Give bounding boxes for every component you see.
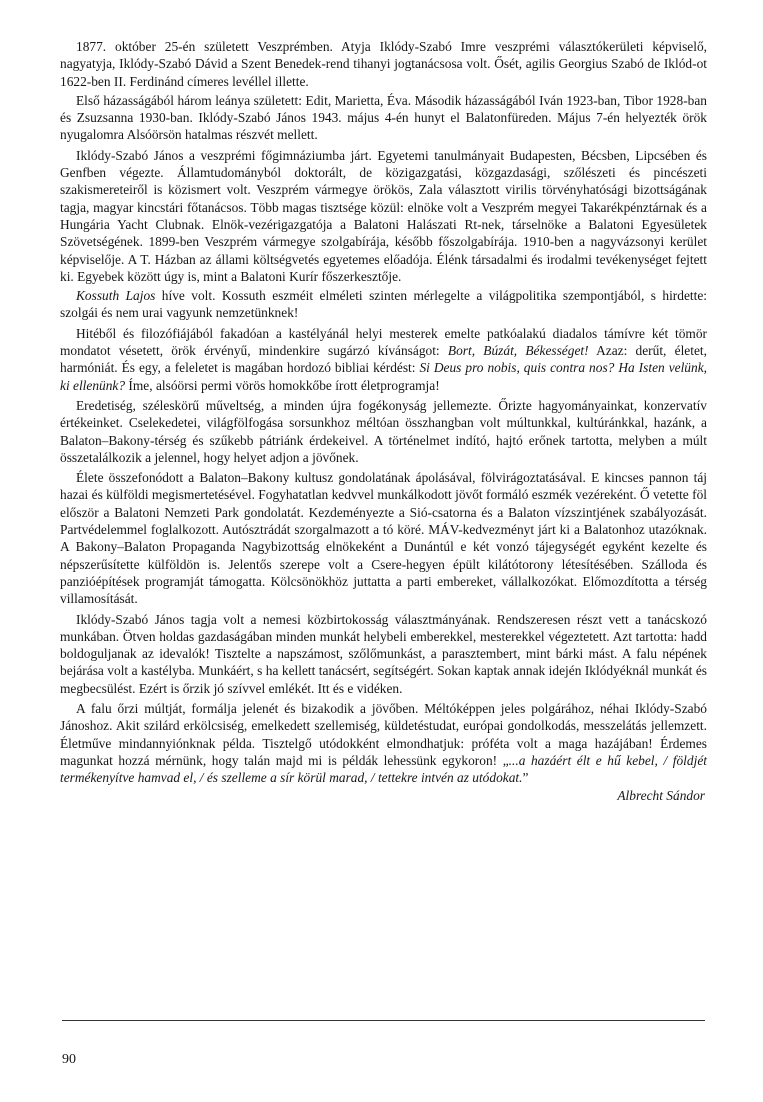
paragraph-character: Eredetiség, széleskörű műveltség, a minden újra fogékonyság jellemezte. Őrizte hagyományainkat, konzervatív értékeinket. Cselekedetei, világfölfogása sorsunkhoz méltóan összhangban volt múltunkkal, kultúránkkal, hazánk, a Balaton–Bakony-térség és szűkebb pátriánk érdekeivel. A történelmet indító, hajtó erőnek tartotta, melyben a múlt összetalálkozik a jelennel, hogy helyet adjon a jövőnek. <box>60 397 707 465</box>
paragraph-family: Első házasságából három leánya született: Edit, Marietta, Éva. Második házasságából Iván 1923-ban, Tibor 1928-ban és Zsuzsanna 1930-ban. Iklódy-Szabó János 1943. május 4-én hunyt el Balatonfüreden. Május 7-én helyezték örök nyugalomra Alsóörsön hatalmas részvét mellett. <box>60 92 707 143</box>
footer-rule <box>62 1020 705 1021</box>
paragraph-balaton: Élete összefonódott a Balaton–Bakony kultusz gondolatának ápolásával, fölvirágoztatásával. E kincses pannon táj hazai és külföldi megismertetésével. Fogyhatatlan kedvvel munkálkodott jövőt formáló eszmék vezéreként. Ő vetette föl először a Balatoni Nemzeti Park gondolatát. Kezdeményezte a Sió-csatorna és a Balaton vízszintjének szabályozását. Partvédelemmel foglalkozott. Autósztrádát szorgalmazott a tó köré. MÁV-kedvezményt járt ki a Balatonhoz utazóknak. A Bakony–Balaton Propaganda Nagybizottság elnökeként a Dunántúl e két vonzó tájegységét egyként kezelte és népszerűsítette külföldön is. Jelentős szerepe volt a Csere-hegyen épült kilátótorony létesítésében. Szálloda és panzióépítések programját támogatta. Kölcsönökhöz juttatta a parti embereket, vállalkozókat. Előmozdította a térség villamosítását. <box>60 470 707 607</box>
legacy-quote: ...a hazáért élt e hű kebel, / földjét termékenyítve hamvad el, / és szelleme a sír körül marad, / tettekre intvén az utódokat. <box>60 752 707 786</box>
motto-question: Si Deus pro nobis, quis contra nos? Ha Isten velünk, ki ellenünk? <box>60 360 707 393</box>
paragraph-kossuth <box>60 287 707 322</box>
paragraph-legacy <box>60 700 707 786</box>
author-signature: Albrecht Sándor <box>617 788 705 804</box>
motto-text-c: Íme, alsóörsi permi vörös homokkőbe írott életprogramja! <box>125 377 440 393</box>
motto-text-a: Hitéből és filozófiájából fakadóan a kastélyánál helyi mesterek emelte patkóalakú diadalos támívre két tömör mondatot vésetett, örök érvényű, mindenkire sugárzó kívánságot: <box>60 325 707 359</box>
paragraph-motto <box>60 325 707 394</box>
paragraph-career: Iklódy-Szabó János a veszprémi főgimnáziumba járt. Egyetemi tanulmányait Budapesten, Bécsben, Lipcsében és Genfben végezte. Államtudományból doktorált, de közigazgatási, közgazdasági, szőlészeti és pincészeti szakismereteiről is közismert volt. Veszprém vármegye örökös, Zala választott virilis törvényhatósági bizottságának tagja, magyar kincstári főtanácsos. Több magas tisztsége közül: elnöke volt a Veszprém megyei Takarékpénztárnak és a Hungária Yacht Clubnak. Elnök-vezérigazgatója a Balatoni Halászati Rt-nek, társelnöke a Balatoni Egyesületek Szövetségének. 1899-ben Veszprém vármegye szolgabírája, később főszolgabírája. 1910-ben a nagyvázsonyi kerület képviselője. A T. Házban az állami költségvetés egyetemes előadója. Élénk társadalmi és irodalmi tevékenységet fejtett ki. Egyebek között úgy is, mint a Balatoni Kurír főszerkesztője. <box>60 147 707 284</box>
legacy-quote-end: ” <box>522 770 529 786</box>
motto-inscription: Bort, Búzát, Békességet! <box>447 343 589 359</box>
motto-text-b: Azaz: derűt, életet, harmóniát. És egy, a feleletet is magában hordozó bibliai kérdést: <box>60 343 707 376</box>
paragraph-birth: 1877. október 25-én született Veszprémben. Atyja Iklódy-Szabó Imre veszprémi választókerületi képviselő, nagyatyja, Iklódy-Szabó Dávid a Szent Benedek-rend tihanyi jogtanácsosa volt. Ősét, agilis Georgius Szabó de Iklód-ot 1622-ben II. Ferdinánd címeres levéllel illette. <box>60 39 707 89</box>
kossuth-text: híve volt. Kossuth eszméit elméleti szinten mérlegelte a világpolitika szempontjából, s hirdette: szolgái és nem urai vagyunk nemzetünknek! <box>60 288 707 321</box>
document-page <box>60 38 707 805</box>
kossuth-name: Kossuth Lajos <box>76 288 156 304</box>
page-number: 90 <box>62 1052 76 1067</box>
legacy-text: A falu őrzi múltját, formálja jelenét és bizakodik a jövőben. Méltóképpen jeles polgárához, néhai Iklódy-Szabó Jánoshoz. Akit szilárd erkölcsiség, emelkedett szellemiség, küldetéstudat, európai gondolkodás, messzelátás jellemzett. Életműve mindannyiónknak példa. Tisztelgő utódokként elmondhatjuk: prófétа volt a maga hazájában! Érdemes magunkat hozzá mérnünk, hogy talán majd mi is példák lehessünk egykoron! „ <box>60 700 707 768</box>
paragraph-community: Iklódy-Szabó János tagja volt a nemesi közbirtokosság választmányának. Rendszeresen részt vett a tanácskozó munkában. Ötven holdas gazdaságában minden munkát helybeli emberekkel, mesterekkel végeztetett. Azt tartotta: hadd boldoguljanak az idevalók! Tisztelte a napszámost, szőlőmunkást, a parasztembert, mint bárki mást. A falu népének bejárása volt a kastélyba. Munkáért, s ha kellett tanácsért, segítségért. Sokan kaptak annak idején Iklódyéknál munkát és megbecsülést. Ezért is őrzik jó szívvel emlékét. Itt és e vidéken. <box>60 611 707 696</box>
